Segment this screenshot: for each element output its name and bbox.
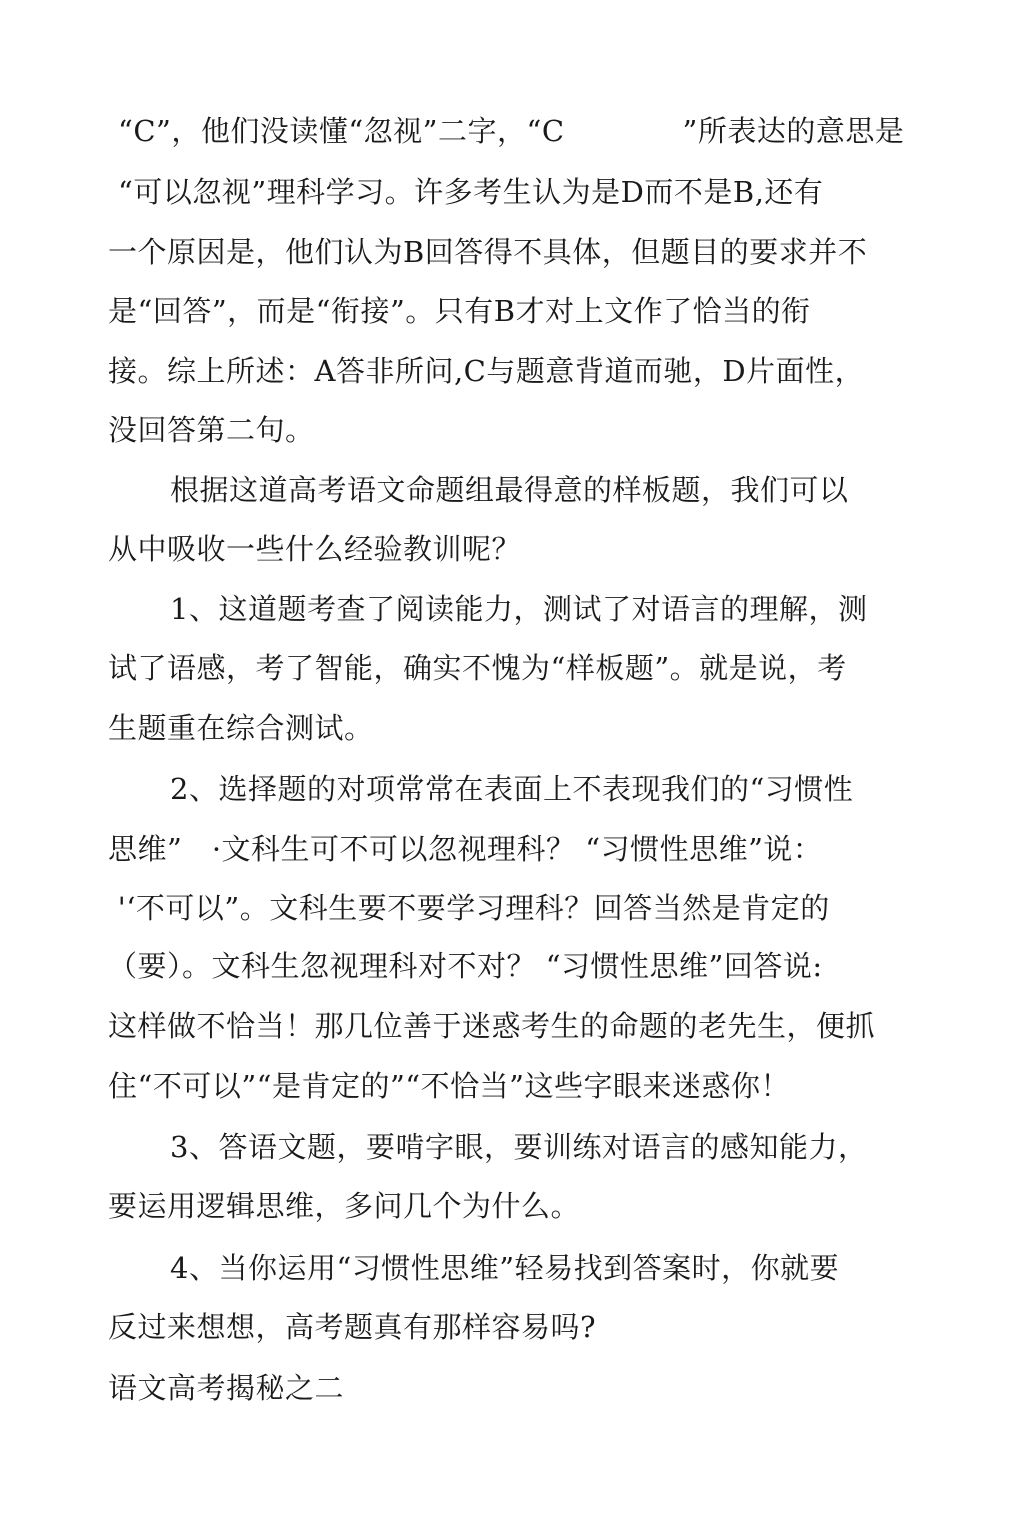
list-item-3: 3、答语文题，要啃字眼，要训练对语言的感知能力， bbox=[170, 1130, 868, 1164]
text-line: 没回答第二句。 bbox=[108, 413, 315, 447]
text-line: 是“回答”，而是“衔接”。只有B才对上文作了恰当的衔 bbox=[108, 294, 811, 328]
text-line: 生题重在综合测试。 bbox=[108, 711, 374, 745]
list-item-2: 2、选择题的对项常常在表面上不表现我们的“习惯性 bbox=[170, 772, 854, 806]
text-line: 要运用逻辑思维，多问几个为什么。 bbox=[108, 1189, 581, 1223]
text-line: '‘不可以”。文科生要不要学习理科？回答当然是肯定的 bbox=[108, 891, 830, 925]
section-heading: 语文高考揭秘之二 bbox=[108, 1371, 345, 1405]
text-line: （要）。文科生忽视理科对不对？ “习惯性思维”回答说: bbox=[108, 949, 823, 983]
paragraph-start: 根据这道高考语文命题组最得意的样板题，我们可以 bbox=[170, 473, 849, 507]
text-line: 试了语感，考了智能，确实不愧为“样板题”。就是说，考 bbox=[108, 651, 847, 685]
text-line: 思维” ·文科生可不可以忽视理科？ “习惯性思维”说： bbox=[108, 832, 823, 866]
list-item-1: 1、这道题考查了阅读能力，测试了对语言的理解，测 bbox=[170, 592, 868, 626]
list-item-4: 4、当你运用“习惯性思维”轻易找到答案时，你就要 bbox=[170, 1251, 840, 1285]
text-line: 接。综上所述：A答非所问,C与题意背道而驰，D片面性， bbox=[108, 354, 865, 388]
text-line: “C”，他们没读懂“忽视”二字，“C ”所表达的意思是 bbox=[118, 114, 905, 148]
text-line: 反过来想想，高考题真有那样容易吗? bbox=[108, 1310, 597, 1344]
text-line: 一个原因是，他们认为B回答得不具体，但题目的要求并不 bbox=[108, 235, 868, 269]
text-line: “可以忽视”理科学习。许多考生认为是D而不是B,还有 bbox=[118, 175, 824, 209]
text-line: 这样做不恰当！那几位善于迷惑考生的命题的老先生，便抓 bbox=[108, 1009, 876, 1043]
text-line: 住“不可以”“是肯定的”“不恰当”这些字眼来迷惑你！ bbox=[108, 1069, 790, 1103]
text-line: 从中吸收一些什么经验教训呢？ bbox=[108, 532, 522, 566]
